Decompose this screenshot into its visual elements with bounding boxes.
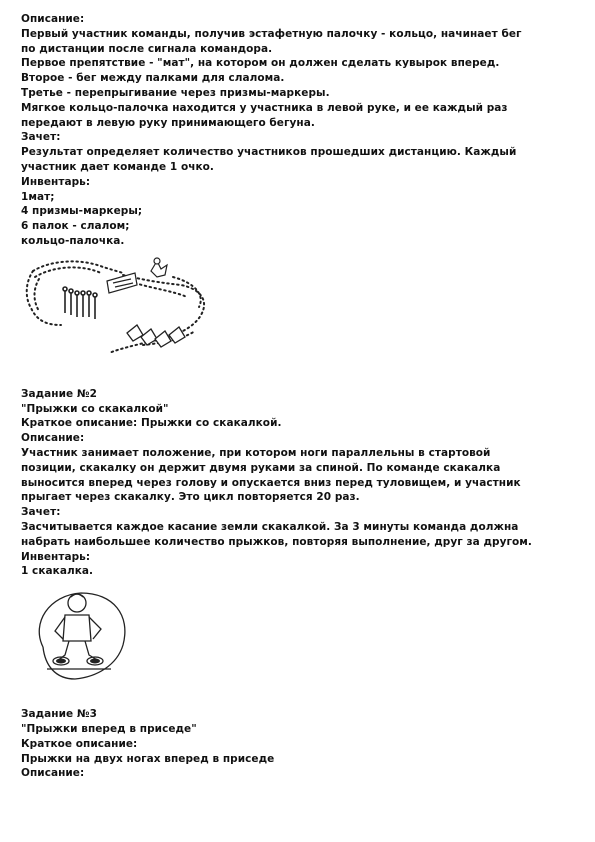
task-2-summary: Краткое описание: Прыжки со скакалкой. <box>21 417 282 430</box>
document-page <box>21 12 581 781</box>
text-line: выносится вперед через голову и опускается вниз перед туловищем, и участник <box>21 476 521 489</box>
jump-rope-illustration-icon <box>27 585 137 685</box>
heading-description: Описание: <box>21 432 85 445</box>
heading-description: Описание: <box>21 13 85 25</box>
task-3-section <box>21 707 581 781</box>
spacer <box>21 363 581 387</box>
text-line: Участник занимает положение, при котором ноги параллельны в стартовой <box>21 446 491 459</box>
heading-description: Описание: <box>21 767 85 780</box>
text-line: Первое препятствие - "мат", на котором он должен сделать кувырок вперед. <box>21 57 500 70</box>
text-line: передают в левую руку принимающего бегуна. <box>21 116 315 129</box>
text-line: по дистанции после сигнала командора. <box>21 42 273 55</box>
equipment-item: 1 скакалка. <box>21 565 94 578</box>
heading-equipment: Инвентарь: <box>21 175 91 188</box>
equipment-item: 1мат; <box>21 190 55 203</box>
task-2-heading: Задание №2 <box>21 387 97 400</box>
relay-description-section <box>21 12 581 249</box>
task-3-summary: Прыжки на двух ногах вперед в приседе <box>21 752 275 765</box>
text-line: Результат определяет количество участников прошедших дистанцию. Каждый <box>21 146 517 159</box>
heading-scoring: Зачет: <box>21 506 61 519</box>
text-line: Второе - бег между палками для слалома. <box>21 72 285 85</box>
task-2-title: "Прыжки со скакалкой" <box>21 402 169 415</box>
text-line: Мягкое кольцо-палочка находится у участника в левой руке, и ее каждый раз <box>21 101 508 114</box>
text-line: позиции, скакалку он держит двумя руками за спиной. По команде скакалка <box>21 461 501 474</box>
relay-course-illustration-icon <box>23 253 223 363</box>
equipment-item: кольцо-палочка. <box>21 234 125 247</box>
text-line: Третье - перепрыгивание через призмы-маркеры. <box>21 86 330 99</box>
task-3-title: "Прыжки вперед в приседе" <box>21 722 197 735</box>
text-line: участник дает команде 1 очко. <box>21 160 214 173</box>
task-2-section <box>21 387 581 579</box>
text-line: набрать наибольшее количество прыжков, повторяя выполнение, друг за другом. <box>21 535 532 548</box>
task-3-heading: Задание №3 <box>21 708 97 721</box>
equipment-item: 4 призмы-маркеры; <box>21 205 143 218</box>
spacer <box>21 685 581 707</box>
text-line: прыгает через скакалку. Это цикл повторяется 20 раз. <box>21 491 360 504</box>
task-3-summary-label: Краткое описание: <box>21 737 138 750</box>
text-line: Засчитывается каждое касание земли скакалкой. За 3 минуты команда должна <box>21 520 519 533</box>
equipment-item: 6 палок - слалом; <box>21 220 130 233</box>
heading-equipment: Инвентарь: <box>21 550 91 563</box>
heading-scoring: Зачет: <box>21 131 61 144</box>
text-line: Первый участник команды, получив эстафетную палочку - кольцо, начинает бег <box>21 27 522 40</box>
